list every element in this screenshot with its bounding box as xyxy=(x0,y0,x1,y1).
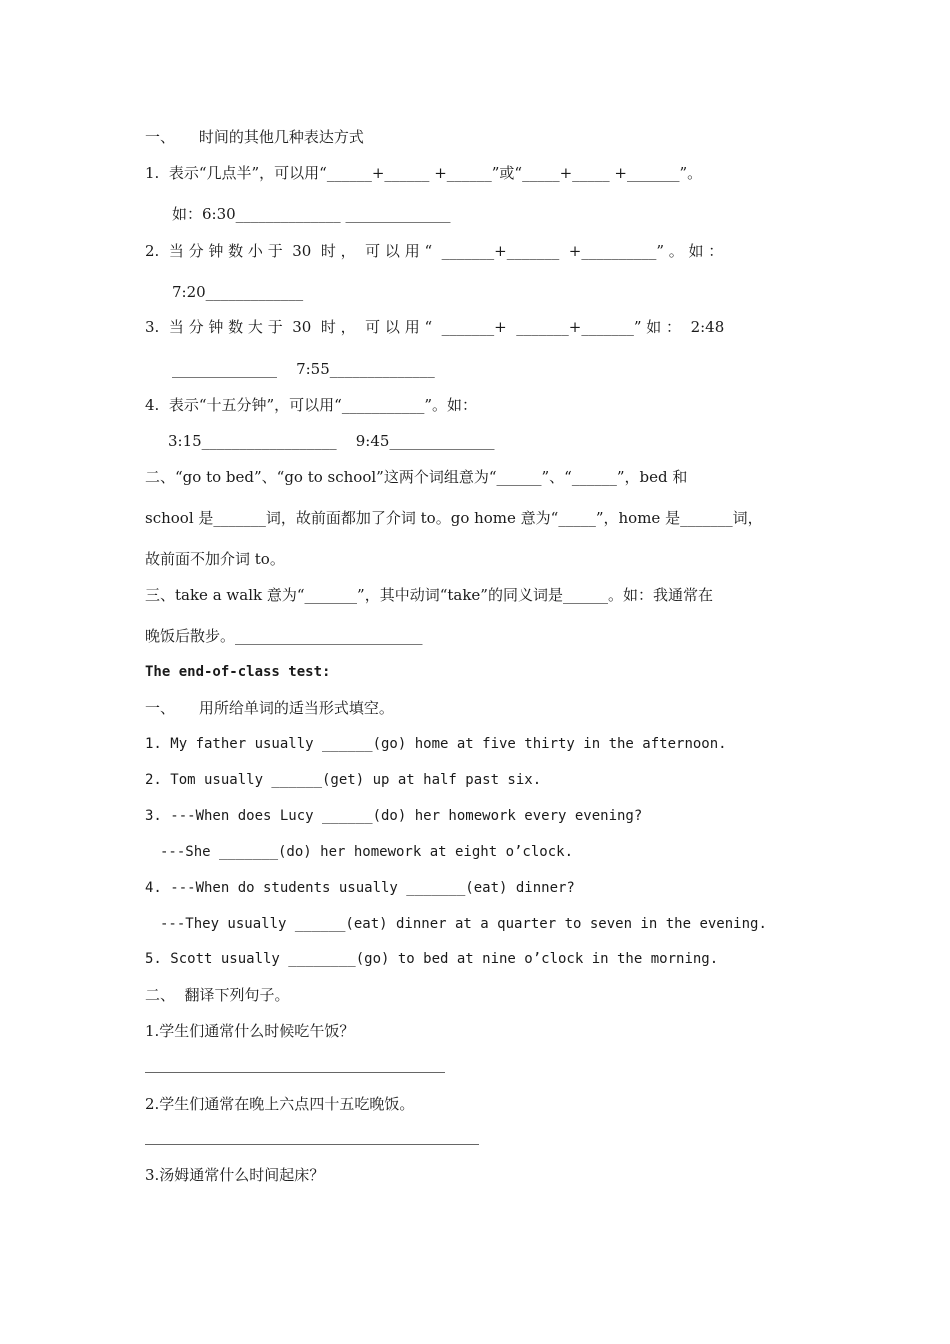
section-time-heading: 一、 时间的其他几种表达方式 xyxy=(145,128,364,146)
question-3a: 3. ---When does Lucy ______(do) her homework every evening? xyxy=(145,808,643,824)
question-5: 5. Scott usually ________(go) to bed at nine o’clock in the morning. xyxy=(145,951,719,967)
part1-heading: 一、 用所给单词的适当形式填空。 xyxy=(145,699,394,717)
answer-line-2[interactable] xyxy=(145,1144,479,1145)
section-two-line3: 故前面不加介词 to。 xyxy=(145,550,285,568)
section-two-line1: 二、“go to bed”、“go to school”这两个词组意为“______”、“______”，bed 和 xyxy=(145,468,688,486)
item4-line1: 4. 表示“十五分钟”，可以用“___________”。如： xyxy=(145,396,478,414)
part2-heading: 二、 翻译下列句子。 xyxy=(145,986,290,1004)
section-three-line1: 三、take a walk 意为“_______”，其中动词“take”的同义词是______。如：我通常在 xyxy=(145,586,713,604)
question-2: 2. Tom usually ______(get) up at half past six. xyxy=(145,772,542,788)
item3-line2: ______________ 7:55______________ xyxy=(172,360,435,378)
item2-line2: 7:20_____________ xyxy=(172,283,304,301)
section-three-line2: 晚饭后散步。_________________________ xyxy=(145,627,423,645)
test-title: The end-of-class test: xyxy=(145,664,331,680)
question-3b: ---She _______(do) her homework at eight o’clock. xyxy=(160,844,574,860)
question-1: 1. My father usually ______(go) home at five thirty in the afternoon. xyxy=(145,736,727,752)
item2-line1: 2. 当 分 钟 数 小 于 30 时 ， 可 以 用 “ _______+_______ +__________” 。 如 ： xyxy=(145,242,724,260)
section-two-line2: school 是_______词，故前面都加了介词 to。go home 意为“_____”，home 是_______词， xyxy=(145,509,763,527)
item3-line1: 3. 当 分 钟 数 大 于 30 时 ， 可 以 用 “ _______+ _______+_______” 如 ： 2:48 xyxy=(145,318,725,336)
translate-3: 3.汤姆通常什么时间起床？ xyxy=(145,1166,325,1184)
item1-line2: 如：6:30______________ ______________ xyxy=(172,205,451,223)
question-4a: 4. ---When do students usually _______(eat) dinner? xyxy=(145,880,575,896)
translate-1: 1.学生们通常什么时候吃午饭？ xyxy=(145,1022,355,1040)
item4-line2: 3:15__________________ 9:45______________ xyxy=(168,432,495,450)
translate-2: 2.学生们通常在晚上六点四十五吃晚饭。 xyxy=(145,1095,415,1113)
answer-line-1[interactable] xyxy=(145,1072,445,1073)
question-4b: ---They usually ______(eat) dinner at a quarter to seven in the evening. xyxy=(160,916,767,932)
item1-line1: 1. 表示“几点半”，可以用“______+______ +______”或“_____+_____ +_______”。 xyxy=(145,164,703,182)
